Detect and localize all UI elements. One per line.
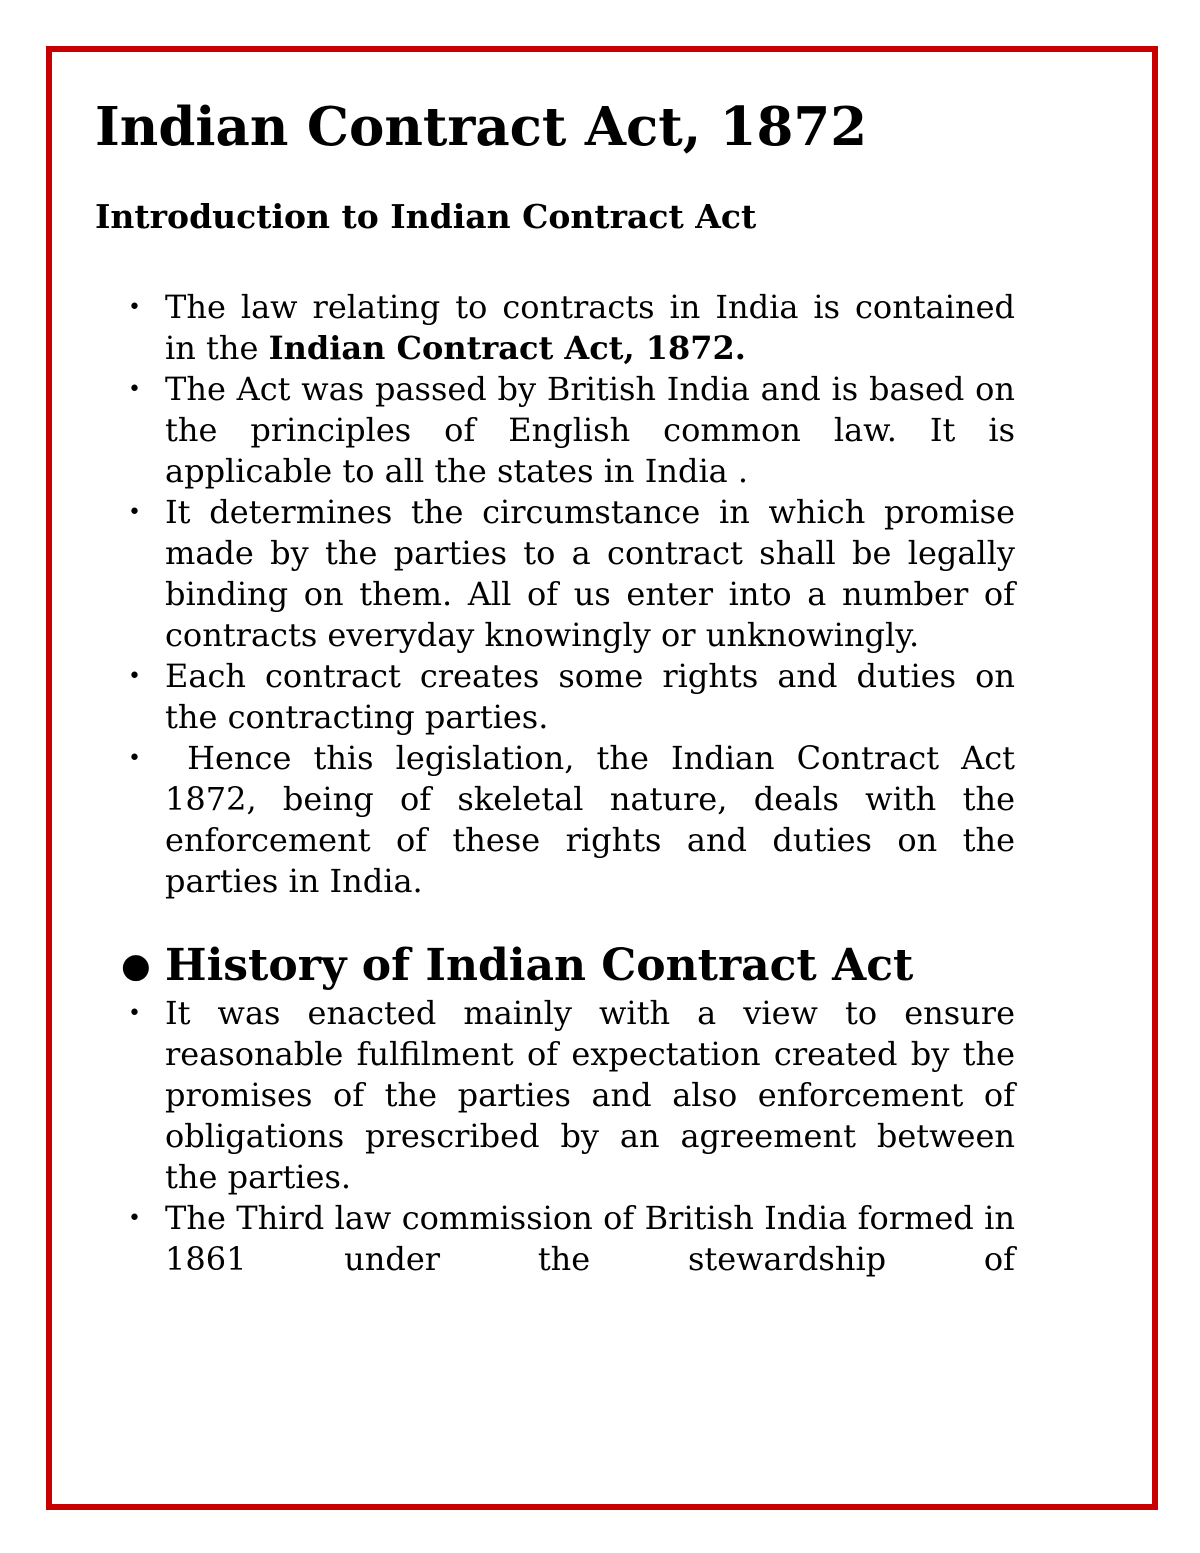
bullet-dot-icon: • [128,500,141,525]
bullet-dot-icon: • [128,746,141,771]
bullet-dot-icon: • [128,1206,141,1231]
list-item-text: The Act was passed by British India and is based on the principles of English common law. It is applicable to all the states in India . [165,370,1015,490]
list-item [95,492,1015,656]
list-item [95,1198,1015,1280]
list-item [95,369,1015,492]
list-item [95,738,1026,902]
large-bullet-dot-icon: ● [121,946,151,986]
history-heading-text: History of Indian Contract Act [165,940,914,991]
list-item-text: The law relating to contracts in India is contained in the [165,288,1015,367]
history-heading [95,940,1015,992]
list-item [95,993,1015,1198]
list-item-text: The Third law commission of British India formed in 1861 under the stewardship of [165,1199,1015,1278]
page-title: Indian Contract Act, 1872 [95,96,868,158]
list-item-bold-text: Indian Contract Act, 1872. [268,329,746,367]
list-item-text: Each contract creates some rights and duties on the contracting parties. [165,657,1015,736]
list-item [95,287,1015,369]
list-item-text: It was enacted mainly with a view to ensure reasonable fulfilment of expectation created by the promises of the parties and also enforcement of obligations prescribed by an agreement between the parties. [165,994,1015,1196]
history-bullet-list [95,993,1015,1280]
bullet-dot-icon: • [128,664,141,689]
intro-bullet-list [95,287,1026,902]
intro-heading: Introduction to Indian Contract Act [95,197,757,236]
bullet-dot-icon: • [128,1001,141,1026]
document-content [95,95,1026,1280]
bullet-dot-icon: • [128,377,141,402]
list-item [95,656,1015,738]
list-item-text: Hence this legislation, the Indian Contract Act 1872, being of skeletal nature, deals with the enforcement of these rights and duties on the parties in India. [165,739,1026,900]
bullet-dot-icon: • [128,295,141,320]
list-item-text: It determines the circumstance in which promise made by the parties to a contract shall be legally binding on them. All of us enter into a number of contracts everyday knowingly or unknowingly. [165,493,1015,654]
